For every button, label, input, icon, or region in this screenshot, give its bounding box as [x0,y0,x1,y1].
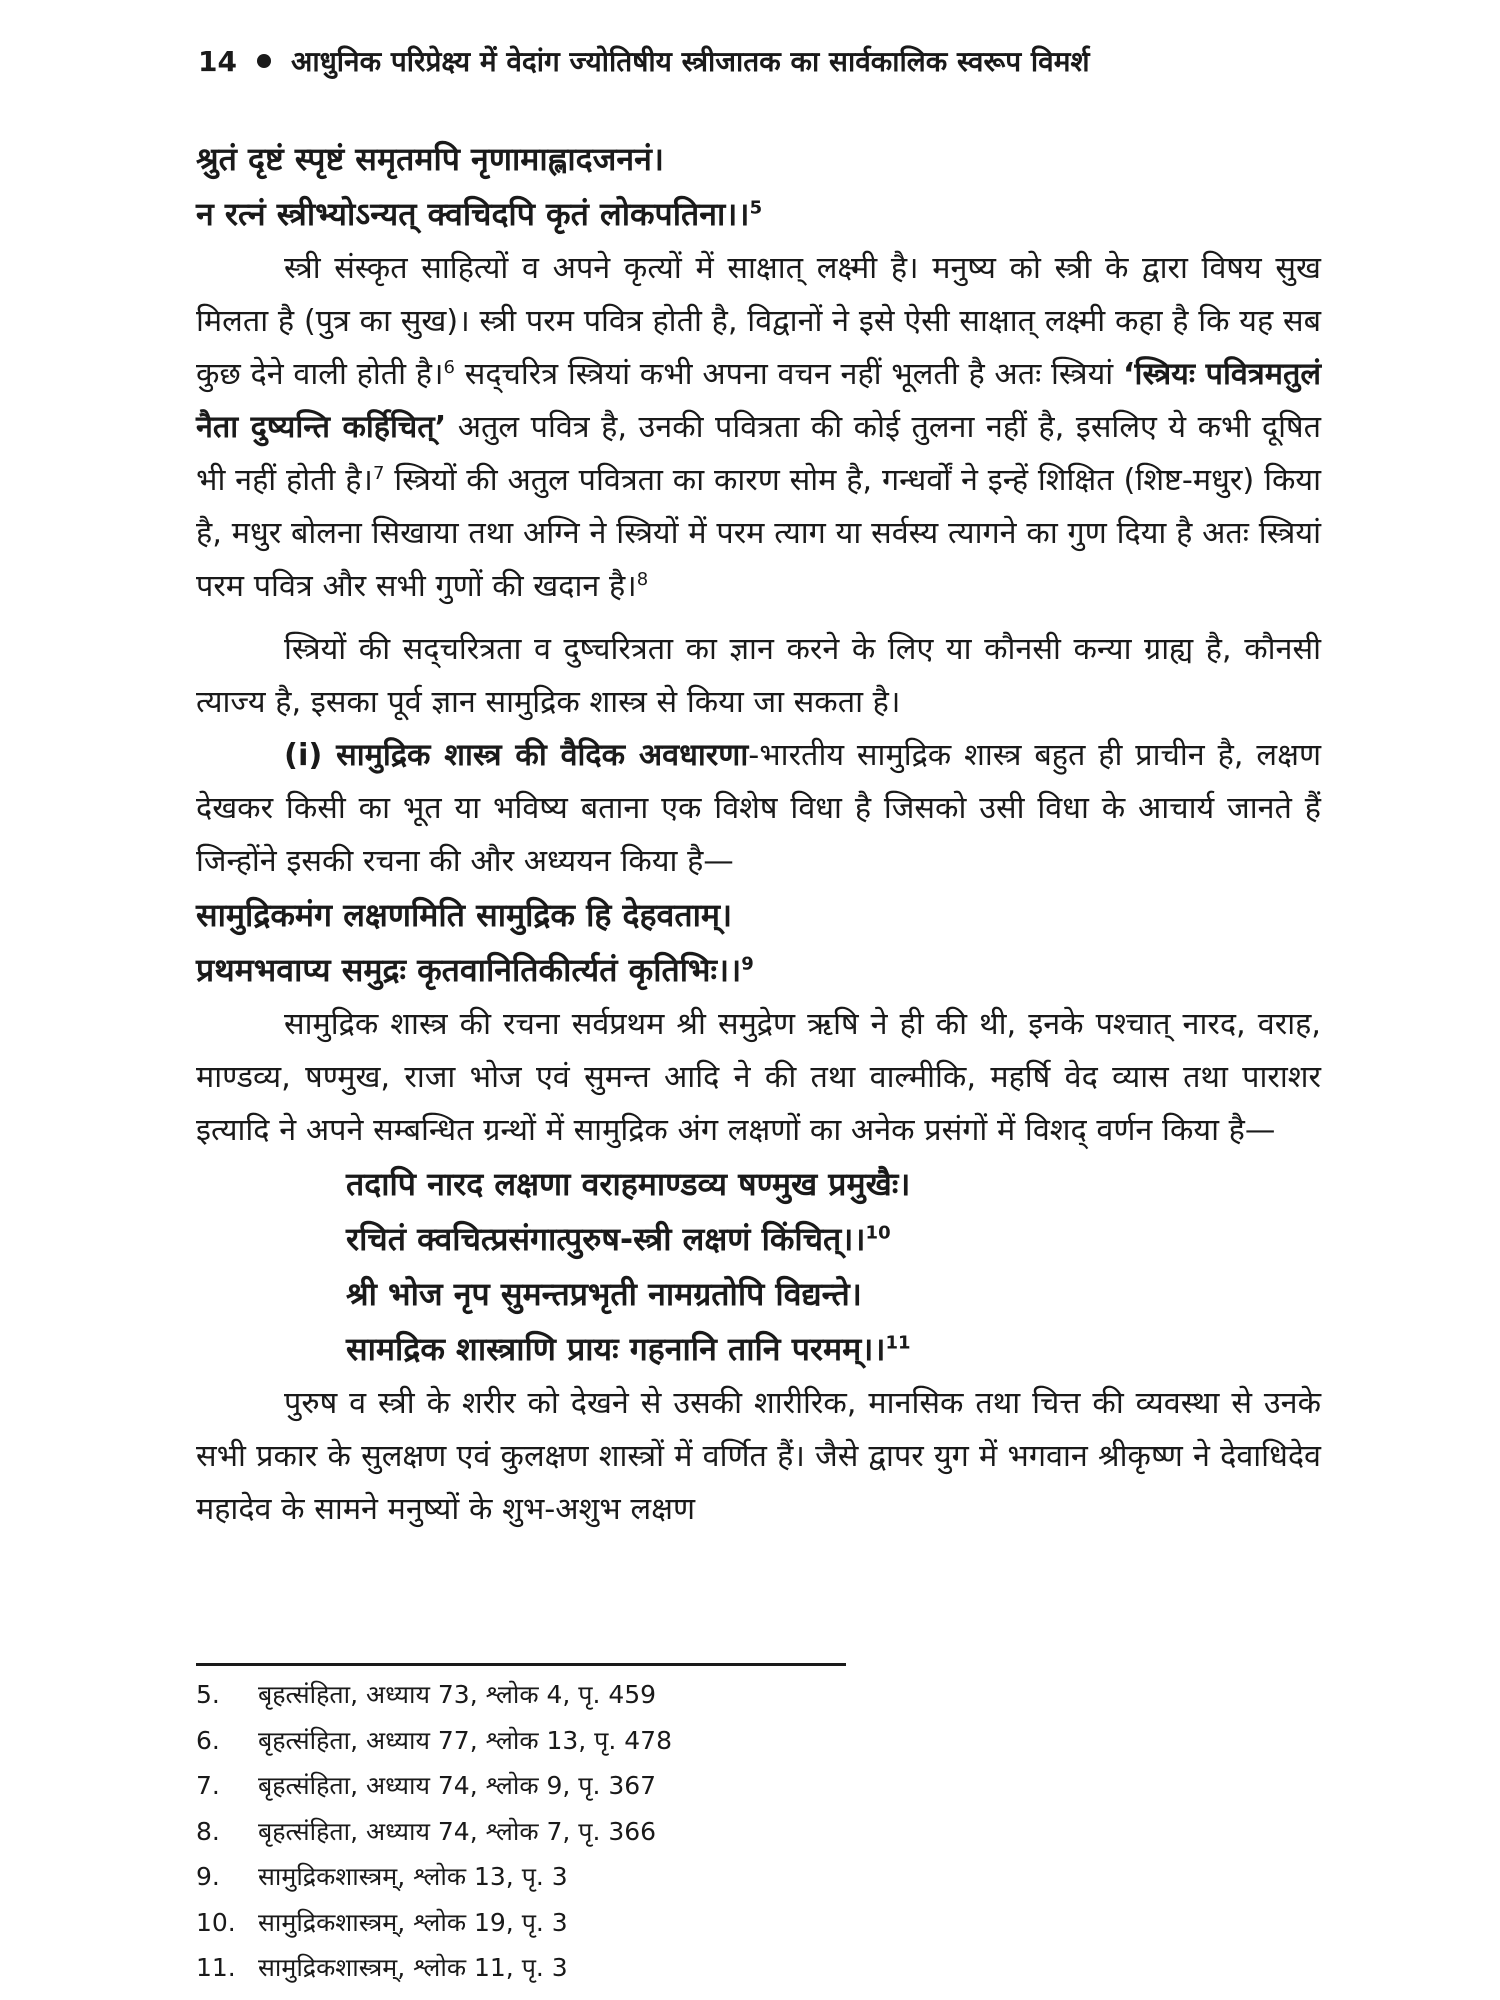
paragraph [196,729,1321,888]
footnote-text: बृहत्संहिता, अध्याय 74, श्लोक 9, पृ. 367 [258,1771,657,1800]
paragraph-text: स्त्रियों की अतुल पवित्रता का कारण सोम है, गन्धर्वों ने इन्हें शिक्षित (शिष्ट-मधुर) किया है, मधुर बोलना सिखाया तथा अग्नि ने स्त्रियों में परम त्याग या सर्वस्य त्यागने का गुण दिया है अतः स्त्रियां परम पवित्र और सभी गुणों की खदान है। [196,463,1321,604]
verse-line [196,943,1321,998]
book-title: आधुनिक परिप्रेक्ष्य में वेदांग ज्योतिषीय स्त्रीजातक का सार्वकालिक स्वरूप विमर्श [290,45,1090,78]
footnote-item [196,1809,1096,1855]
footnote-ref[interactable]: 6 [443,356,455,378]
footnote-ref[interactable]: 5 [749,197,763,219]
footnote-text: बृहत्संहिता, अध्याय 77, श्लोक 13, पृ. 478 [258,1725,672,1755]
footnote-text: सामुद्रिकशास्त्रम्, श्लोक 11, पृ. 3 [258,1953,568,1982]
footnote-ref[interactable]: 7 [373,462,385,484]
bullet-dot-icon [257,54,271,68]
footnote-number: 8. [196,1816,220,1846]
verse-line-text: न रत्नं स्त्रीभ्योऽन्यत् क्वचिदपि कृतं लोकपतिना।। [196,195,750,233]
verse-line: श्री भोज नृप सुमन्तप्रभृती नामग्रतोपि विद्यन्ते। [346,1275,862,1313]
footnote-ref[interactable]: 10 [865,1222,891,1244]
footnote-item [196,1854,1096,1900]
footnote-divider [196,1663,846,1666]
paragraph-text: सद्चरित्र स्त्रियां कभी अपना वचन नहीं भूलती है अतः स्त्रियां [454,357,1123,392]
footnote-ref[interactable]: 11 [885,1332,911,1354]
footnote-text: सामुद्रिकशास्त्रम्, श्लोक 19, पृ. 3 [258,1907,568,1937]
footnote-item [196,1718,1096,1764]
footnote-item [196,1945,1096,1991]
footnotes [196,1672,1096,1991]
verse-block-1 [196,132,1321,242]
verse-line: तदापि नारद लक्षणा वराहमाण्डव्य षण्मुख प्रमुखैः। [346,1165,911,1203]
footnote-text: सामुद्रिकशास्त्रम्, श्लोक 13, पृ. 3 [258,1862,568,1891]
paragraph: स्त्रियों की सद्चरित्रता व दुष्चरित्रता का ज्ञान करने के लिए या कौनसी कन्या ग्राह्य है, कौनसी त्याज्य है, इसका पूर्व ज्ञान सामुद्रिक शास्त्र से किया जा सकता है। [196,632,1321,720]
footnote-number: 9. [196,1862,220,1891]
footnote-text: बृहत्संहिता, अध्याय 73, श्लोक 4, पृ. 459 [258,1680,657,1709]
verse-line [196,187,1321,242]
verse-line [196,1212,1321,1267]
footnote-number: 6. [196,1725,220,1755]
verse-block-2 [196,888,1321,998]
verse-line-text: सामद्रिक शास्त्राणि प्रायः गहनानि तानि परमम्।। [346,1330,886,1368]
footnote-item [196,1672,1096,1718]
paragraph: पुरुष व स्त्री के शरीर को देखने से उसकी शारीरिक, मानसिक तथा चित्त की व्यवस्था से उनके सभी प्रकार के सुलक्षण एवं कुलक्षण शास्त्रों में वर्णित हैं। जैसे द्वापर युग में भगवान श्रीकृष्ण ने देवाधिदेव महादेव के सामने मनुष्यों के शुभ-अशुभ लक्षण [196,1386,1321,1527]
running-header [198,42,1328,80]
page-number: 14 [198,45,237,78]
paragraph-text: स्त्री संस्कृत साहित्यों व अपने कृत्यों में साक्षात् लक्ष्मी है। मनुष्य को स्त्री के द्वारा विषय सुख मिलता है (पुत्र का सुख)। स्त्री परम पवित्र होती है, विद्वानों ने इसे ऐसी साक्षात् लक्ष्मी कहा है कि यह सब कुछ देने वाली होती है। [196,251,1321,392]
footnote-ref[interactable]: 8 [636,568,649,590]
paragraph: सामुद्रिक शास्त्र की रचना सर्वप्रथम श्री समुद्रेण ऋषि ने ही की थी, इनके पश्चात् नारद, वराह, माण्डव्य, षण्मुख, राजा भोज एवं सुमन्त आदि ने की तथा वाल्मीकि, महर्षि वेद व्यास तथा पाराशर इत्यादि ने अपने सम्बन्धित ग्रन्थों में सामुद्रिक अंग लक्षणों का अनेक प्रसंगों में विशद् वर्णन किया है— [196,1007,1321,1148]
footnote-ref[interactable]: 9 [741,953,754,975]
footnote-number: 10. [196,1907,236,1937]
quoted-verse: ‘स्त्रियः पवित्रमतुलं नैता दुष्यन्ति कर्हिचित्’ [196,357,1322,445]
footnote-number: 7. [196,1771,220,1800]
footnote-item [196,1763,1096,1809]
verse-line: सामुद्रिकमंग लक्षणमिति सामुद्रिक हि देहवताम्। [196,896,733,934]
footnote-text: बृहत्संहिता, अध्याय 74, श्लोक 7, पृ. 366 [258,1816,657,1846]
paragraph [196,242,1321,613]
verse-line: श्रुतं दृष्टं स्पृष्टं समृतमपि नृणामाह्लादजननं। [196,140,665,178]
section-heading: (i) सामुद्रिक शास्त्र की वैदिक अवधारणा [284,738,749,773]
paragraph-text: अतुल पवित्र है, उनकी पवित्रता की कोई तुलना नहीं है, इसलिए ये कभी दूषित भी नहीं होती है। [196,410,1321,498]
verse-line-text: रचितं क्वचित्प्रसंगात्पुरुष-स्त्री लक्षणं किंचित्।। [346,1220,866,1258]
verse-block-3 [196,1157,1321,1377]
verse-line-text: प्रथमभवाप्य समुद्रः कृतवानितिकीर्त्यतं कृतिभिः।। [196,951,742,989]
footnote-number: 5. [196,1680,220,1709]
footnote-number: 11. [196,1953,236,1982]
footnote-item [196,1900,1096,1946]
verse-line [196,1322,1321,1377]
paragraph-text: -भारतीय सामुद्रिक शास्त्र बहुत ही प्राचीन है, लक्षण देखकर किसी का भूत या भविष्य बताना एक विशेष विधा है जिसको उसी विधा के आचार्य जानते हैं जिन्होंने इसकी रचना की और अध्ययन किया है— [196,738,1321,879]
main-text [196,132,1321,1536]
